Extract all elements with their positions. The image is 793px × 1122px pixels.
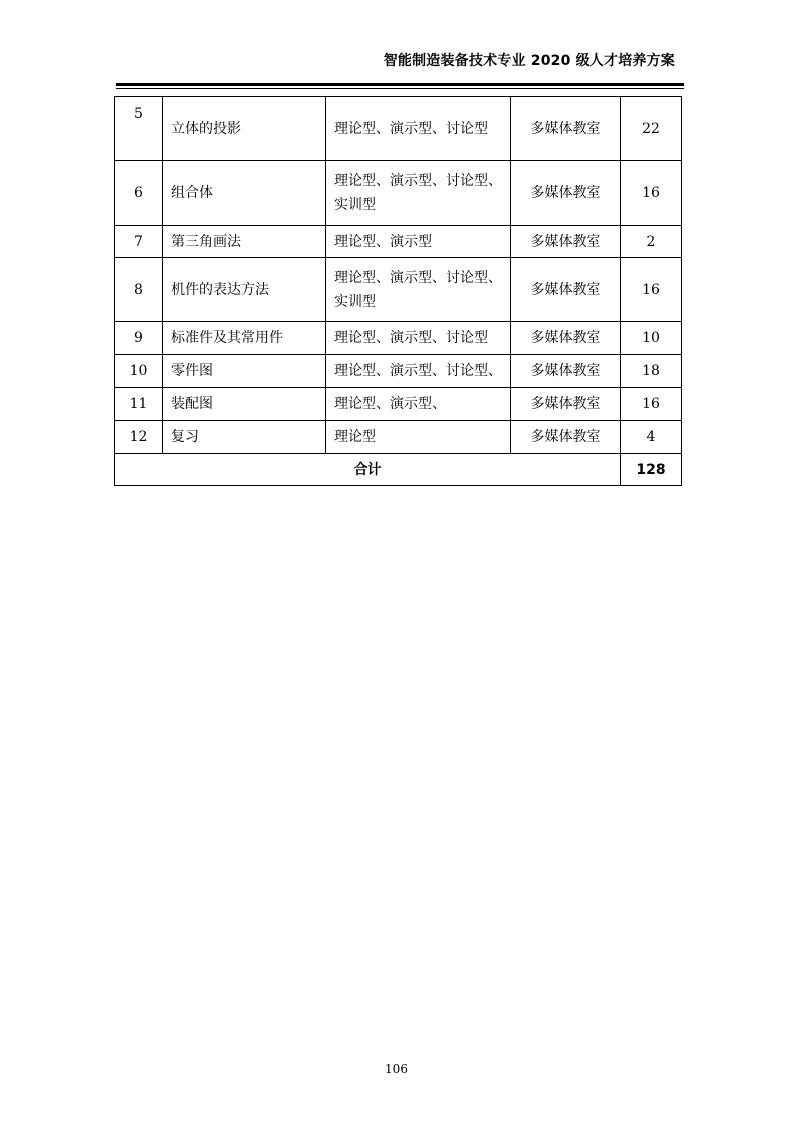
row-location: 多媒体教室 — [511, 322, 621, 355]
table-row — [115, 97, 682, 161]
row-teaching-method: 理论型 — [326, 421, 511, 454]
table-row — [115, 421, 682, 454]
row-topic: 零件图 — [163, 355, 326, 388]
row-teaching-method: 理论型、演示型、 — [326, 388, 511, 421]
row-hours: 16 — [621, 258, 682, 322]
row-location: 多媒体教室 — [511, 421, 621, 454]
row-number: 11 — [115, 388, 163, 421]
row-topic: 装配图 — [163, 388, 326, 421]
row-hours: 16 — [621, 161, 682, 226]
row-teaching-method: 理论型、演示型、讨论型 — [326, 322, 511, 355]
table-row — [115, 388, 682, 421]
header-rule-thick — [116, 83, 684, 86]
row-number: 9 — [115, 322, 163, 355]
row-teaching-method: 理论型、演示型 — [326, 226, 511, 258]
row-topic: 立体的投影 — [163, 97, 326, 161]
row-number: 10 — [115, 355, 163, 388]
table-total-row — [115, 454, 682, 486]
table-row — [115, 355, 682, 388]
row-location: 多媒体教室 — [511, 97, 621, 161]
course-schedule-table — [114, 96, 682, 486]
row-location: 多媒体教室 — [511, 161, 621, 226]
row-number: 7 — [115, 226, 163, 258]
table-row — [115, 258, 682, 322]
row-hours: 18 — [621, 355, 682, 388]
row-number: 6 — [115, 161, 163, 226]
row-topic: 组合体 — [163, 161, 326, 226]
row-teaching-method: 理论型、演示型、讨论型、实训型 — [326, 258, 511, 322]
row-teaching-method: 理论型、演示型、讨论型 — [326, 97, 511, 161]
row-number: 8 — [115, 258, 163, 322]
row-hours: 22 — [621, 97, 682, 161]
row-location: 多媒体教室 — [511, 388, 621, 421]
table-row — [115, 322, 682, 355]
page-number: 106 — [385, 1062, 408, 1076]
header-rule-thin — [116, 88, 684, 89]
row-location: 多媒体教室 — [511, 258, 621, 322]
row-number: 5 — [115, 97, 163, 161]
document-header-title: 智能制造装备技术专业 2020 级人才培养方案 — [383, 53, 675, 69]
row-hours: 4 — [621, 421, 682, 454]
row-location: 多媒体教室 — [511, 355, 621, 388]
row-hours: 2 — [621, 226, 682, 258]
table-row — [115, 226, 682, 258]
row-topic: 第三角画法 — [163, 226, 326, 258]
row-hours: 16 — [621, 388, 682, 421]
row-topic: 标准件及其常用件 — [163, 322, 326, 355]
row-number: 12 — [115, 421, 163, 454]
row-topic: 机件的表达方法 — [163, 258, 326, 322]
total-label: 合计 — [115, 454, 621, 486]
table-row — [115, 161, 682, 226]
row-location: 多媒体教室 — [511, 226, 621, 258]
row-teaching-method: 理论型、演示型、讨论型、实训型 — [326, 161, 511, 226]
row-teaching-method: 理论型、演示型、讨论型、 — [326, 355, 511, 388]
total-hours: 128 — [621, 454, 682, 486]
row-hours: 10 — [621, 322, 682, 355]
row-topic: 复习 — [163, 421, 326, 454]
